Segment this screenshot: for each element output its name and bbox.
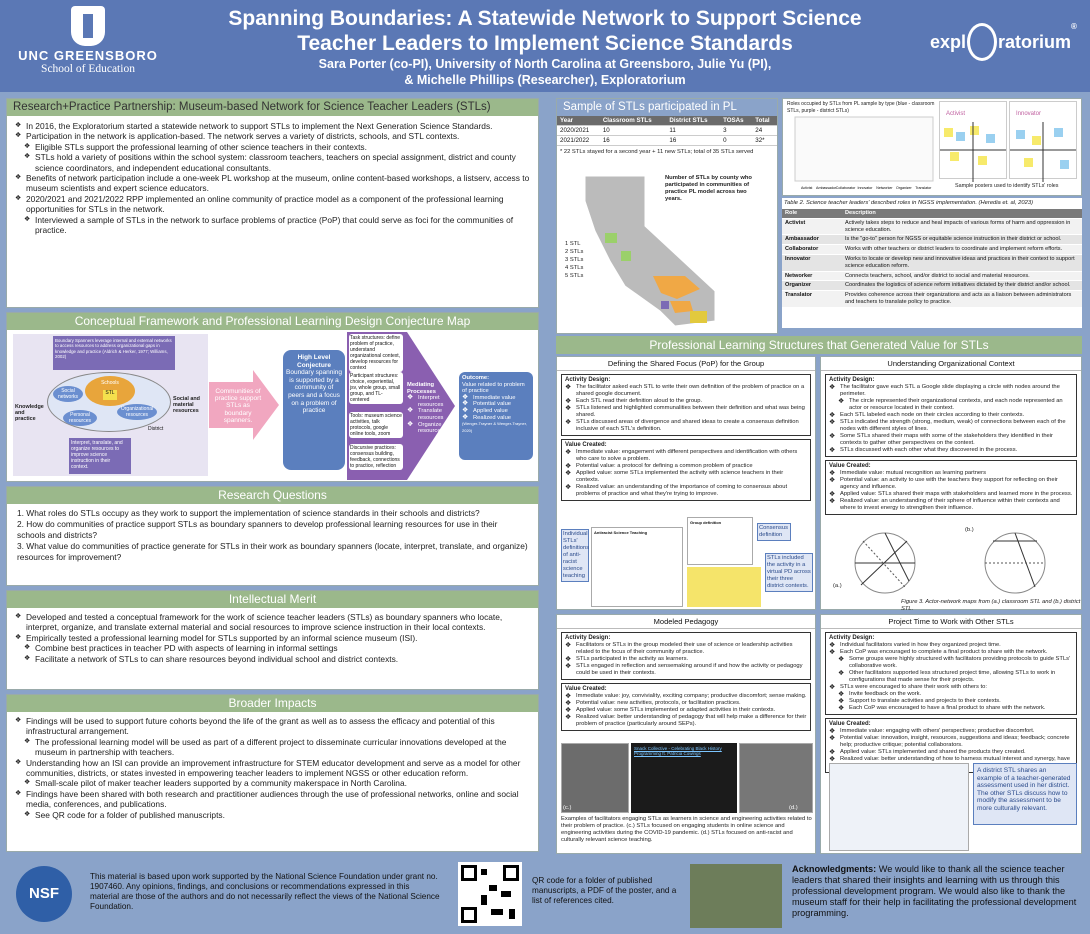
framework-panel: Conceptual Framework and Professional Learning Design Conjecture Map Boundary Spanners leverage internal and external networks to access resources to address organizational gaps in knowledge and practice (Aldrich & Herker, 1977; Williams, 2002) Knowledge and practice Social and material resources Schools Social networks STL Personal resources Organizational resources District Interpret, translate, and organize resources to improve science instruction in their context. Communities of practice support STLs as boundary spanners. High Level Conjecture Boundary spanning is supported by a community of peers and a focus on a problem of practice Task structures: define problem of practice, understand organizational context, develop resources for context Participant structures: choice, experiential, jsv, whole group, small group, and TL-centered Tools: museum science activities, talk protocols, google online tools, zoom Discursive practices: consensus building, feedback, connections to practice, reflection Mediating Processes ❖ Interpret resources ❖ Translate resources ❖ Organize resources Outcome: Value related to problem of practice ❖ Immediate value ❖ Potential value ❖ Applied value ❖ Realized value (Wenger-Trayner & Wenger-Trayner, 2020) <box>6 312 539 482</box>
structures-title: Professional Learning Structures that Generated Value for STLs <box>556 336 1082 354</box>
table-cell: Networker <box>782 271 842 281</box>
table-cell: 11 <box>666 126 720 136</box>
column-header: District STLs <box>666 116 720 126</box>
rpp-panel <box>6 98 539 308</box>
bullet-item: ❖ Some STLs shared their maps with some of the stakeholders they identified in their contexts to gather other perspectives on the context. <box>829 433 1073 447</box>
project-time-panel: Project Time to Work with Other STLs Activity Design: ❖ Individual facilitators varied in how they organized project time. ❖ Each CoP was encouraged to complete a final product to share with the network. ❖ Some groups were highly structured with facilitators providing protocols to guide STLs' collaborative work. ❖ Other facilitators supported less structured project time, allowing STLs to work in configurations that made sense for their projects. ❖ STLs were encouraged to share their work with others to: ❖ Invite feedback on the work. ❖ Support to translate activities and projects to their contexts. ❖ Each CoP was encouraged to have a final product to share with the network. Value Created: ❖ Immediate value: engaging with others' perspectives; productive discomfort. ❖ Potential value: innovation, insight, resources, suggestions and ideas; feedback; concrete help; productive critique; potential collaborators. ❖ Applied value: STLs implemented and shared the products they created. ❖ Realized value: better understanding of how to harness mutual interest and synergy, have A district STL shares an example of a teacher-generated assessment used in her district. The other STLs discuss how to modify the assessment to be more culturally relevant. <box>820 614 1082 854</box>
impacts-panel: Broader Impacts ❖ Findings will be used to support future cohorts beyond the life of the grant as well as to assess the efficacy and potential of this infrastructural arrangement. ❖ The professional learning model will be used as part of a different project to disseminate curricular innovations developed at the museum in partnership with teachers. ❖ Understanding how an ISI can provide an improvement infrastructure for STEM educator development and serve as a model for other communities, districts, or states invested in empowering teacher leaders to implement NGSS or other education reform. ❖ Small-scale pilot of maker teacher leaders supported by a community makerspace in North Carolina. ❖ Findings have been shared with both research and practitioner audiences through the use of professional networks, online and social media, conferences, and publications. ❖ See QR code for a folder of published manuscripts. <box>6 694 539 852</box>
list-item: ❖ Realized value <box>462 415 530 422</box>
modeled-panel: Modeled Pedagogy Activity Design: ❖ Facilitators or STLs in the group modeled their use of science or leadership activities related to the focus of their community of practice. ❖ STLs participated in the activity as learners. ❖ STLs engaged in reflection and sensemaking around if and how the activity or pedagogy could be used in their contexts. Value Created: ❖ Immediate value: joy, conviviality, exciting company; productive discomfort; sense making. ❖ Potential value: new activities, protocols, or facilitation practices. ❖ Applied value: some STLs implemented or adapted activities in their contexts. ❖ Realized value: better understanding of pedagogy that will help make a difference for their problem of practice (particularly around SEPs). Snack Collective - Celebrating Black History Programming ft. Patricia Cowings (c.) (d.) Examples of facilitators engaging STLs as learners in science and engineering activities related to their problem of practice. (c.) STLs focused on engaging students in online science and engineering activities during the COVID-19 pandemic. (d.) STLs focused on anti-racist and culturally relevant science teaching. <box>556 614 816 854</box>
mediating-box: Mediating Processes ❖ Interpret resources ❖ Translate resources ❖ Organize resources <box>407 382 451 435</box>
list-item: ❖ Interpret resources <box>407 395 451 408</box>
individual-doc: Antiracist Science Teaching <box>591 527 683 607</box>
tick-label: Ambassador <box>816 186 837 190</box>
table-row <box>557 126 777 136</box>
bullet-item: ❖ Each STL read their definition aloud to the group. <box>565 398 807 405</box>
column-header: Year <box>557 116 600 126</box>
bullet-item: ❖ Potential value: innovation, insight, resources, suggestions and ideas; feedback; concrete help; productive critique; potential collaborators. <box>829 735 1073 749</box>
bullet-item: ❖ Immediate value: engagement with different perspectives and identification with others who care to solve a problem. <box>565 449 807 463</box>
table-cell: 32* <box>752 136 777 146</box>
bullet-item: ❖ In 2016, the Exploratorium started a statewide network to support STLs to implement the Next Generation Science Standards. <box>15 121 530 131</box>
bullet-item: ❖ STLs participated in the activity as learners. <box>565 656 807 663</box>
bullet-item: ❖ Combine best practices in teacher PD with aspects of learning in informal settings <box>15 643 530 653</box>
table-cell: Activist <box>782 218 842 235</box>
bullet-item: ❖ Potential value: new activities, protocols, or facilitation practices. <box>565 700 807 707</box>
bullet-item: ❖ STLs indicated the strength (strong, medium, weak) of connections between each of the nodes with different styles of lines. <box>829 419 1073 433</box>
sticky-notes-photo <box>687 567 761 607</box>
merit-panel: Intellectual Merit ❖ Developed and tested a conceptual framework for the work of science teacher leaders (STLs) as boundary spanners who locate, interpret, organize, and translate external material and social resources to improve science instruction in their local contexts. ❖ Empirically tested a professional learning model for STLs supported by an informal science museum (ISI). ❖ Combine best practices in teacher PD with aspects of learning in informal settings ❖ Facilitate a network of STLs to can share resources beyond individual school and district contexts. <box>6 590 539 690</box>
design-arrow: Task structures: define problem of practice, understand organizational context, develop resources for context Participant structures: choice, experiential, jsv, whole group, small group, and TL-centered Tools: museum science activities, talk protocols, google online tools, zoom Discursive practices: consensus building, feedback, connections to practice, reflection Mediating Processes ❖ Interpret resources ❖ Translate resources ❖ Organize resources <box>347 332 455 480</box>
group-photo <box>690 864 782 928</box>
tick-label: Collaborator <box>835 186 856 190</box>
bullet-item: ❖ Benefits of network participation include a one-week PL workshop at the museum, online content-based workshops, a listserv, access to museum scientists and expert science educators. <box>15 173 530 194</box>
group-doc: Group definition <box>687 517 753 565</box>
bullet-item: ❖ STLs listened and highlighted communalities between their definition and what was being shared. <box>565 405 807 419</box>
bullet-item: ❖ Realized value: an understanding of their sphere of influence within their contexts and where to invest energy to strengthen their influence. <box>829 498 1073 512</box>
acknowledgments: Acknowledgments: We would like to thank all the science teacher leaders that shared their insights and learning with us through this professional development program. We would also like to thank the museum staff for their help in facilitating the professional development programming. <box>792 864 1077 918</box>
column-header: Role <box>782 209 842 218</box>
table-cell: 16 <box>600 136 667 146</box>
bullet-item: ❖ 2020/2021 and 2021/2022 RPP implemented an online community of practice model as a component of the professional learning opportunities for STLs in the network. <box>15 194 530 215</box>
bullet-item: ❖ Individual facilitators varied in how they organized project time. <box>829 642 1073 649</box>
bullet-item: ❖ Participation in the network is application-based. The network serves a variety of districts, schools, and STL contexts. <box>15 131 530 141</box>
bullet-item: ❖ Some groups were highly structured with facilitators providing protocols to guide STLs' collaborative work. <box>829 656 1073 670</box>
questions-panel: Research Questions 1. What roles do STLs occupy as they work to support the implementation of science standards in their schools and districts? 2. How do communities of practice support STLs as boundary spanners to develop professional learning resources for use in their schools and districts? 3. What value do communities of practice generate for STLs in their work as boundary spanners (locate, interpret, translate, and organize) resources for improvement? <box>6 486 539 586</box>
list-item: 3 STLs <box>565 257 584 263</box>
table-cell: Works with other teachers or district leaders to coordinate and implement reform efforts. <box>842 245 1082 255</box>
column-header: Total <box>752 116 777 126</box>
bullet-item: ❖ Applied value: some STLs implemented or adapted activities in their contexts. <box>565 707 807 714</box>
bullet-item: ❖ Invite feedback on the work. <box>829 691 1073 698</box>
network-map-icon <box>825 525 1079 597</box>
outcome-box: Outcome: Value related to problem of practice ❖ Immediate value ❖ Potential value ❖ Applied value ❖ Realized value (Wenger-Trayner & Wenger-Trayner, 2020) <box>459 372 533 460</box>
table-cell: 2020/2021 <box>557 126 600 136</box>
table-row <box>782 254 1082 271</box>
table-cell: 3 <box>720 126 752 136</box>
table-row <box>782 218 1082 235</box>
photo-c <box>561 743 629 813</box>
schools-circle: Schools <box>85 376 135 406</box>
table-cell: Collaborator <box>782 245 842 255</box>
bullet-item: ❖ Immediate value: engaging with others' perspectives; productive discomfort. <box>829 728 1073 735</box>
bullet-item: ❖ STLs discussed with each other what they discovered in the process. <box>829 447 1073 454</box>
conjecture-box: High Level Conjecture Boundary spanning is supported by a community of peers and a focus on a problem of practice <box>283 350 345 470</box>
bullet-item: ❖ Eligible STLs support the professional learning of other science teachers in their contexts. <box>15 142 530 152</box>
list-item: 2 STLs <box>565 249 584 255</box>
table-cell: Coordinates the logistics of science reform initiatives dictated by their district and/or school. <box>842 281 1082 291</box>
bullet-item: ❖ STLs discussed areas of divergence and shared ideas to create a consensus definition inclusive of each STL's definition. <box>565 419 807 433</box>
rpp-title: Research+Practice Partnership: Museum-based Network for Science Teacher Leaders (STLs) <box>7 99 538 116</box>
table-cell: 2021/2022 <box>557 136 600 146</box>
table-cell: Works to locate or develop new and innovative ideas and practices in their context to support science education reform. <box>842 254 1082 271</box>
table-row <box>782 271 1082 281</box>
roles-table-panel: Table 2. Science teacher leaders' described roles in NGSS implementation. (Heredia et. al, 2023) Role Description Activist Actively takes steps to reduce and heal impacts of various forms of harm and oppression in science education. Ambassador Is the "go-to" person for NGSS or equitable science instruction in their district or school. Collaborator Works with other teachers or district leaders to coordinate and implement reform efforts. Innovator Works to locate or develop new and innovative ideas and practices in their context to support science education reform. Networker Connects teachers, school, and/or district to social and material resources. Organizer Coordinates the logistics of science reform initiatives dictated by their district and/or school. Translator Provides coherence across their organizations and acts as a liaison between administrators and teachers to translate policy to practice. <box>782 198 1082 328</box>
shared-focus-panel: Defining the Shared Focus (PoP) for the Group Activity Design: ❖ The facilitator asked each STL to write their own definition of the problem of practice on a shared google document. ❖ Each STL read their definition aloud to the group. ❖ STLs listened and highlighted communalities between their definition and what was being shared. ❖ STLs discussed areas of divergence and shared ideas to create a consensus definition inclusive of each STL's definition. Value Created: ❖ Immediate value: engagement with different perspectives and identification with others who care to solve a problem. ❖ Potential value: a protocol for defining a common problem of practice ❖ Applied value: some STLs implemented the activity with science teachers in their contexts. ❖ Realized value: an understanding of the importance of coming to consensus about problems of practice and what they're trying to improve. Individual STLs' definitions of anti-racist science teaching Antiracist Science Teaching Group definition Consensus definition STLs included the activity in a virtual PD across their three district contexts. <box>556 356 816 610</box>
qr-code[interactable] <box>458 862 522 926</box>
bullet-item: ❖ Developed and tested a conceptual framework for the work of science teacher leaders (STLs) as boundary spanners who locate, interpret, organize, and translate external material and social resources to improve science instruction in their local contexts. <box>15 612 530 633</box>
list-item: 4 STLs <box>565 265 584 271</box>
exploratorium-o-icon <box>967 23 997 61</box>
bullet-item: ❖ See QR code for a folder of published manuscripts. <box>15 810 530 820</box>
table-cell: 0 <box>720 136 752 146</box>
bullet-item: ❖ Immediate value: mutual recognition as learning partners <box>829 470 1073 477</box>
tick-label: Innovator <box>857 186 873 190</box>
list-item: ❖ Potential value <box>462 401 530 408</box>
list-item: 2. How do communities of practice support STLs as boundary spanners to develop professional learning resources for use in their schools and districts? <box>17 519 498 540</box>
bullet-item: ❖ The professional learning model will be used as part of a different project to disseminate curricular innovations developed at the museum in partnership with teachers. <box>15 737 530 758</box>
table-row <box>782 291 1082 308</box>
uncg-logo: UNC GREENSBORO School of Education <box>8 6 168 90</box>
photo-d <box>739 743 813 813</box>
table-cell: Ambassador <box>782 235 842 245</box>
bullet-item: ❖ Empirically tested a professional learning model for STLs supported by an informal science museum (ISI). <box>15 633 530 643</box>
column-header: Description <box>842 209 1082 218</box>
table-cell: Translator <box>782 291 842 308</box>
plot-area <box>795 117 933 181</box>
list-item: 3. What value do communities of practice generate for STLs in their work as boundary spanners (locate, interpret, translate, and organize) resources for improvement? <box>17 541 528 562</box>
bullet-item: ❖ Findings have been shared with both research and practitioner audiences through the use of professional networks, online and social media, conferences, and publications. <box>15 789 530 810</box>
sticky-posters: Activist Innovator <box>939 101 1079 181</box>
bullet-item: ❖ Potential value: a protocol for defining a common problem of practice <box>565 463 807 470</box>
roles-chart-panel: Roles occupied by STLs from PL sample by type (blue - classroom STLs, purple - district STLs) Activist Ambassador Collaborator Innovator Networker Organizer Translator Activist Innovator Sample posters used to identify STLs' roles <box>782 98 1082 196</box>
bullet-item: ❖ Each CoP was encouraged to have a final product to share with the network. <box>829 705 1073 712</box>
column-header: Classroom STLs <box>600 116 667 126</box>
tick-label: Translator <box>915 186 932 190</box>
qr-code-icon <box>461 865 519 923</box>
exploratorium-logo: expl ratorium ® <box>930 22 1080 62</box>
bullet-item: ❖ Understanding how an ISI can provide an improvement infrastructure for STEM educator development and serve as a model for other communities, districts, or states invested in empowering teacher leaders to implement NGSS or other education reform. <box>15 758 530 779</box>
bullet-item: ❖ Other facilitators supported less structured project time, allowing STLs to work in configurations that made sense for their projects. <box>829 670 1073 684</box>
bullet-item: ❖ Applied value: some STLs implemented the activity with science teachers in their contexts. <box>565 470 807 484</box>
list-item: ❖ Immediate value <box>462 395 530 402</box>
bell-tower-icon <box>71 6 105 46</box>
slide-preview: Snack Collective - Celebrating Black History Programming ft. Patricia Cowings <box>631 743 737 813</box>
map-legend <box>565 241 583 281</box>
tick-label: Networker <box>876 186 893 190</box>
table-row <box>782 245 1082 255</box>
bullet-item: ❖ Realized value: an understanding of the importance of coming to consensus about problems of practice and what they're trying to improve. <box>565 484 807 498</box>
footer: NSF This material is based upon work supported by the National Science Foundation under grant no. 1907460. Any opinions, findings, and conclusions or recommendations expressed in this material are those of the authors and do not necessarily reflect the views of the National Science Foundation. QR code for a folder of published manuscripts, a PDF of the poster, and a list of references cited. Acknowledgments: We would like to thank all the science teacher leaders that shared their insights and learning with us through this professional development program. We would also like to thank the museum staff for their help in facilitating the professional development programming. <box>0 858 1090 934</box>
list-item: ❖ Applied value <box>462 408 530 415</box>
list-item: ❖ Organize resources <box>407 422 451 435</box>
bullet-item: ❖ Facilitate a network of STLs to can share resources beyond individual school and district contexts. <box>15 654 530 664</box>
table-cell: Provides coherence across their organizations and acts as a liaison between administrators and teachers to translate policy to practice. <box>842 291 1082 308</box>
table-cell: 10 <box>600 126 667 136</box>
table-cell: Actively takes steps to reduce and heal impacts of various forms of harm and oppression in science education. <box>842 218 1082 235</box>
context-panel: Understanding Organizational Context Activity Design: ❖ The facilitator gave each STL a Google slide displaying a circle with nodes around the perimeter. ❖ The circle represented their organizational contexts, and each node represented an actor or resource located in their context. ❖ Each STL labeled each node on their circles according to their contexts. ❖ STLs indicated the strength (strong, medium, weak) of connections between each of the nodes with different styles of lines. ❖ Some STLs shared their maps with some of the stakeholders they identified in their contexts to gather other perspectives on the context. ❖ STLs discussed with each other what they discovered in the process. Value Created: ❖ Immediate value: mutual recognition as learning partners ❖ Potential value: an activity to use with the teachers they support for reflecting on their agency and influence. ❖ Applied value: STLs shared their maps with stakeholders and learned more in the process. ❖ Realized value: an understanding of their sphere of influence within their contexts and where to invest energy to strengthen their influence. (a.) (b.) Figure 3. Actor-network maps from (a.) classroom STL and (b.) district STL. <box>820 356 1082 610</box>
bullet-item: ❖ The circle represented their organizational contexts, and each node represented an actor or resource located in their context. <box>829 398 1073 412</box>
tick-label: Organizer <box>895 186 912 190</box>
bullet-item: ❖ STLs hold a variety of positions within the school system: classroom teachers, teachers on special assignment, district and county science coordinators, and independent educational consultants. <box>15 152 530 173</box>
sample-panel: Sample of STLs participated in PL Year Classroom STLs District STLs TOSAs Total 2020/2021 10 11 3 24 2021/2022 16 16 0 32* * 22 STLs stayed for a second year + 11 new STLs; total of 35 STLs served Number of STLs by county who participated in communities of practice PL model across two years. 1 STL 2 STLs 3 STLs 4 STLs 5 STLs <box>556 98 778 334</box>
list-item: ❖ Translate resources <box>407 408 451 421</box>
bullet-item: ❖ Interviewed a sample of STLs in the network to surface problems of practice (PoP) that could serve as foci for the communities of practice. <box>15 215 530 236</box>
bullet-item: ❖ Realized value: better understanding of pedagogy that will help make a difference for their problem of practice (particularly around SEPs). <box>565 714 807 728</box>
bullet-item: ❖ STLs were encouraged to share their work with others to: <box>829 684 1073 691</box>
bullet-item: ❖ Support to translate activities and projects to their contexts. <box>829 698 1073 705</box>
list-item: 1 STL <box>565 241 581 247</box>
nsf-logo: NSF <box>16 866 72 922</box>
sample-table <box>557 116 777 146</box>
bullet-item: ❖ Potential value: an activity to use with the teachers they support for reflecting on their agency and influence. <box>829 477 1073 491</box>
poster-title: Spanning Boundaries: A Statewide Network to Support Science Teacher Leaders to Implement Science Standards Sara Porter (co-PI), University of North Carolina at Greensboro, Julie Yu (PI), & Michelle Phillips (Researcher), Exploratorium <box>228 7 862 87</box>
bullet-item: ❖ Findings will be used to support future cohorts beyond the life of the grant as well as to assess the efficacy and potential of this infrastructural arrangement. <box>15 716 530 737</box>
column-header: TOSAs <box>720 116 752 126</box>
table-cell: Connects teachers, school, and/or district to social and material resources. <box>842 271 1082 281</box>
bullet-item: ❖ The facilitator gave each STL a Google slide displaying a circle with nodes around the perimeter. <box>829 384 1073 398</box>
table-cell: 16 <box>666 136 720 146</box>
california-map: Number of STLs by county who participated in communities of practice PL model across two years. 1 STL 2 STLs 3 STLs 4 STLs 5 STLs <box>565 171 771 331</box>
table-cell: Innovator <box>782 254 842 271</box>
table-cell: Organizer <box>782 281 842 291</box>
communities-arrow: Communities of practice support STLs as boundary spanners. <box>209 370 279 440</box>
roles-bar-chart <box>785 115 935 193</box>
table-row <box>782 281 1082 291</box>
bullet-item: ❖ Each STL labeled each node on their circles according to their contexts. <box>829 412 1073 419</box>
bullet-item: ❖ Applied value: STLs implemented and shared the products they created. <box>829 749 1073 756</box>
tick-label: Activist <box>801 186 813 190</box>
roles-table <box>782 209 1082 308</box>
bullet-item: ❖ Small-scale pilot of maker teacher leaders supported by a community makerspace in North Carolina. <box>15 778 530 788</box>
table-cell: Is the "go-to" person for NGSS or equitable science instruction in their district or school. <box>842 235 1082 245</box>
bullet-item: ❖ Immediate value: joy, conviviality, exciting company; productive discomfort; sense making. <box>565 693 807 700</box>
actor-network-maps: (a.) (b.) <box>825 525 1079 597</box>
bullet-item: ❖ Facilitators or STLs in the group modeled their use of science or leadership activities related to the focus of their community of practice. <box>565 642 807 656</box>
list-item: 5 STLs <box>565 273 584 279</box>
screenshot-assessment <box>829 763 969 851</box>
rpp-bullets <box>7 116 538 240</box>
bullet-item: ❖ The facilitator asked each STL to write their own definition of the problem of practice on a shared google document. <box>565 384 807 398</box>
table-row <box>782 235 1082 245</box>
boundary-diagram: Boundary Spanners leverage internal and external networks to access resources to address organizational gaps in knowledge and practice (Aldrich & Herker, 1977; Williams, 2002) Knowledge and practice Social and material resources Schools Social networks STL Personal resources Organizational resources District Interpret, translate, and organize resources to improve science instruction in their context. <box>13 334 208 476</box>
table-cell: 24 <box>752 126 777 136</box>
bullet-item: ❖ STLs engaged in reflection and sensemaking around if and how the activity or pedagogy could be used in their contexts. <box>565 663 807 677</box>
bullet-item: ❖ Realized value: better understanding of how to harness mutual interest and synergy, have <box>829 756 1073 770</box>
list-item: 1. What roles do STLs occupy as they work to support the implementation of science standards in their schools and districts? <box>17 508 480 518</box>
bullet-item: ❖ Applied value: STLs shared their maps with stakeholders and learned more in the process. <box>829 491 1073 498</box>
table-row <box>557 136 777 146</box>
bullet-item: ❖ Each CoP was encouraged to complete a final product to share with the network. <box>829 649 1073 656</box>
